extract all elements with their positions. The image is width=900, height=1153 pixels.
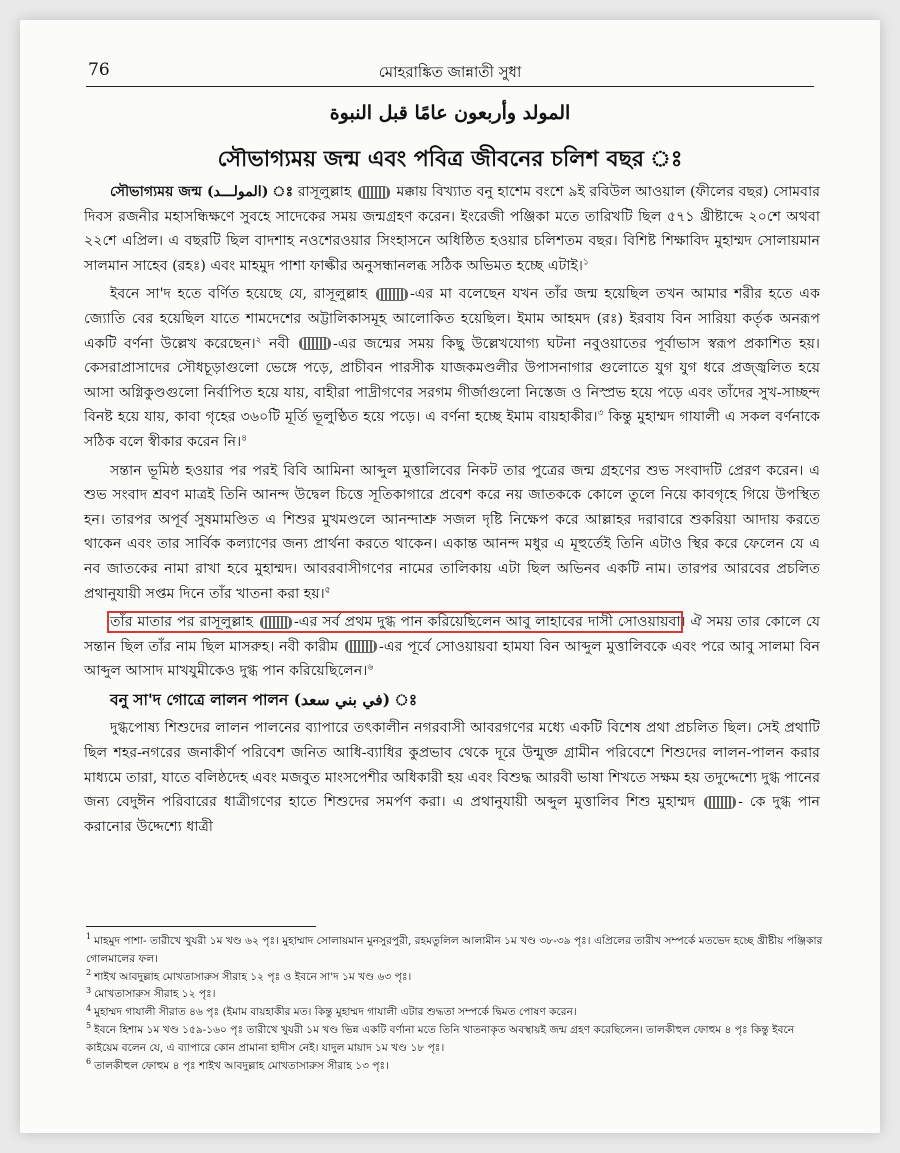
- text-run: -এর পূর্বে সোওয়ায়বা হামযা বিন আব্দুল মুত্তালিবকে এবং পরে আবু সালমা বিন আব্দুল আসাদ মাখযুমীকেও দুগ্ধ পান করিয়েছিলেন।: [84, 638, 820, 680]
- footnote-ref: ৩: [597, 408, 604, 419]
- footnote-ref: ৫: [324, 584, 331, 595]
- salutation-glyph-icon: [704, 796, 736, 809]
- text-run: নবী: [261, 335, 298, 352]
- salutation-glyph-icon: [299, 337, 331, 350]
- salutation-glyph-icon: [260, 616, 292, 629]
- footnote-text: মোখতাসারুস সীরাহ ১২ পৃঃ।: [94, 988, 216, 1001]
- footnote-ref: ২: [255, 334, 262, 345]
- footnote-number: 6: [86, 1057, 92, 1067]
- text-run: মক্কায় বিখ্যাত বনু হাশেম বংশে ৯ই রবিউল আওয়াল (ফীলের বছর) সোমবার দিবস রজনীর মহাসন্ধিক্ষণে সুবহে সাদেকের সময় জন্মগ্রহণ করেন। ইংরেজী পঞ্জিকা মতে তারিখটি ছিল ৫৭১ খ্রীষ্টাব্দে ২০শে অথবা ২২শে এপ্রিল। এ বছরটি ছিল বাদশাহ নওশেরওয়ার সিংহাসনে অধিষ্ঠিত হওয়ার চলিশতম বছর। বিশিষ্ট শিক্ষাবিদ মুহাম্মদ সোলায়মান সালমান সাহেব (রহঃ) এবং মাহমুদ পাশা ফাল্কীর অনুসন্ধানলব্ধ সঠিক অভিমত হচ্ছে এটাই।: [84, 184, 820, 274]
- footnote: [86, 1058, 826, 1076]
- paragraph-nursing: [84, 610, 820, 684]
- footnote-text: শাইখ আবদুল্লাহ মোখতাসারুস সীরাহ ১২ পৃঃ ও ইবনে সা'দ ১ম খণ্ড ৬৩ পৃঃ।: [94, 970, 412, 983]
- paragraph-birth: [84, 180, 820, 278]
- footnote: [86, 969, 826, 987]
- footnote-number: 4: [86, 1003, 92, 1013]
- running-head: মোহরাঙ্কিত জান্নাতী সুধা: [378, 63, 522, 81]
- footnote: [86, 933, 826, 969]
- section-subheading: বনু সা'দ গোত্রে লালন পালন (في بني سعد) ঃ: [110, 689, 418, 709]
- text-run: কিন্তু মুহাম্মদ গাযালী এ সকল বর্ণনাকে সঠিক বলে স্বীকার করেন নি।: [84, 409, 820, 450]
- page-number: 76: [88, 60, 110, 80]
- chapter-title: সৌভাগ্যময় জন্ম এবং পবিত্র জীবনের চলিশ বছর ঃ: [217, 146, 683, 172]
- header-rule: [86, 86, 814, 87]
- body-text: [84, 180, 820, 843]
- footnote: [86, 1004, 826, 1022]
- salutation-glyph-icon: [358, 186, 390, 199]
- text-run: -এর জন্মের সময় কিছু উল্লেখযোগ্য ঘটনা নবুওয়াতের পূর্বাভাস স্বরূপ প্রকাশিত হয়। কেসরাপ্রাসাদের সৌধচূড়াগুলো ভেঙ্গে পড়ে, প্রাচীবন পারসীক যাজকমণ্ডলীর উপাসনাগার গুলোতে যুগ যুগ ধরে প্রজ্জ্বলিত হয়ে আসা অগ্নিকুণ্ডগুলো নির্বাপিত হয়ে যায়, বাহীরা পাদ্রীগণের সরগম গীর্জাগুলো নিস্তেজ ও নিস্প্রভ হয়ে পড়ে এবং তাঁদের সুখ-সাচ্ছন্দ বিনষ্ট হয়ে যায়, কাবা গৃহের ৩৬০টি মূর্তি ভূলুণ্ঠিত হয়ে পড়ে। এ বর্ণনা হচ্ছে ইমাম বায়হাকীর।: [84, 335, 820, 426]
- text-run: - কে দুগ্ধ পান করানোর উদ্দেশ্যে ধাত্রী: [84, 794, 821, 835]
- paragraph-news: [84, 459, 820, 607]
- text-run: । ঐ সময় তার কোলে যে সন্তান ছিল তাঁর নাম ছিল মাসরুহ। নবী কারীম: [84, 614, 820, 655]
- footnote-text: মুহাম্মদ গাযালী সীরাত ৪৬ পৃঃ (ইমাম বায়হাকীর মত। কিন্তু মুহাম্মদ গাযালী এটার শুদ্ধতা সম্পর্কে দ্বিমত পোষণ করেন।: [94, 1006, 577, 1019]
- arabic-title: المولد وأربعون عامًا قبل النبوة: [329, 102, 571, 124]
- footnote-rule: [86, 926, 316, 927]
- footnote: [86, 986, 826, 1004]
- footnote-number: 1: [86, 932, 92, 942]
- footnote-ref: ১: [582, 257, 589, 268]
- footnote-number: 3: [86, 985, 92, 995]
- text-run: ইবনে সা'দ হতে বর্ণিত হয়েছে যে, রাসূলুল্লাহ: [110, 286, 374, 303]
- paragraph-lead: সৌভাগ্যময় জন্ম (المولـــد) ঃ: [110, 184, 294, 200]
- highlighted-sentence: [110, 614, 680, 630]
- text-run: সন্তান ভূমিষ্ঠ হওয়ার পর পরই বিবি আমিনা আব্দুল মুত্তালিবের নিকট তার পুত্রের জন্ম গ্রহণের শুভ সংবাদটি প্রেরণ করেন। এ শুভ সংবাদ শ্রবণ মাত্রই তিনি আনন্দ উদ্বেল চিত্তে সূতিকাগারে প্রবেশ করে নয় জাতককে কোলে তুলে নিয়ে কাবগৃহে গিয়ে উপস্থিত হন। তারপর অপূর্ব সুষমামণ্ডিত এ শিশুর মুখমণ্ডলে আনন্দাশ্রু সজল দৃষ্টি নিক্ষেপ করে আল্লাহর দরাবারে শুকরিয়া আদায় করতে থাকেন এবং তার সার্বিক কল্যাণের জন্য প্রার্থনা করতে থাকেন। একান্ত আনন্দ মধুর এ মূহুর্তেই তিনি এটাও স্থির করে ফেলেন যে এ নব জাতকের নামা রাখা হবে মুহাম্মদ। আবরবাসীগণের নামের তালিকায় এটা ছিল অভিনব একটি নাম। তারপর আরবের প্রচলিত প্রথানুযায়ী সপ্তম দিনে তাঁর খাতনা করা হয়।: [84, 462, 820, 602]
- text-run: -এর সর্ব প্রথম দুগ্ধ পান করিয়েছিলেন আবু লাহাবের দাসী সোওয়ায়বা: [294, 614, 681, 631]
- paragraph-light: [84, 282, 820, 454]
- footnote-number: 2: [86, 968, 92, 978]
- paragraph-custom: [84, 716, 820, 839]
- footnote-ref: ৬: [367, 662, 374, 673]
- footnotes: [86, 933, 826, 1075]
- footnote-text: তালকীহুল ফোহুম ৪ পৃঃ শাইখ আবদুল্লাহ মোখতাসারুস সীরাহ ১৩ পৃঃ।: [94, 1059, 389, 1072]
- footnote-ref: ৪: [241, 433, 248, 444]
- text-run: তাঁর মাতার পর রাসূলুল্লাহ: [110, 614, 258, 631]
- footnote-number: 5: [86, 1021, 92, 1031]
- text-run: রাসূলুল্লাহ: [293, 184, 356, 200]
- text-run: দুগ্ধপোষ্য শিশুদের লালন পালনের ব্যাপারে তৎকালীন নগরবাসী আবরগণের মধ্যে একটি বিশেষ প্রথা প্রচলিত ছিল। সেই প্রথাটি ছিল শহর-নগরের জনাকীর্ণ পরিবেশ জনিত আধি-ব্যাধির কুপ্রভাব থেকে দূরে উন্মুক্ত গ্রামীন পরিবেশে শিশুদের লালন-পালন করার মাধ্যমে তারা, যাতে বলিষ্ঠদেহ এবং মজবুত মাংসপেশীর অধিকারী হয় এবং বিশুদ্ধ আরবী ভাষা শিখতে সক্ষম হয় তদুদ্দেশ্যে দুগ্ধ পানের জন্য বেদুঈন পরিবারের ধাত্রীগণের হাতে শিশুদের সমর্পণ করা। এ প্রথানুযায়ী অব্দুল মুত্তালিব শিশু মুহাম্মদ: [84, 720, 820, 811]
- footnote-text: ইবনে হিশাম ১ম খণ্ড ১৫৯-১৬০ পৃঃ তারীখে খুযরী ১ম খণ্ড ভিন্ন একটি বর্ণানা মতে তিনি খাতনাকৃত অবস্থায়ই জন্ম গ্রহণ করেছিলেন। তালকীহুল ফোহুম ৪ পৃঃ কিন্তু ইবনে কাইয়েম বলেন যে, এ ব্যাপারে কোন প্রামানা হাদীস নেই। যাদুল মায়াদ ১ম খণ্ড ১৮ পৃঃ।: [86, 1023, 795, 1054]
- text-run: -এর মা বলেছেন যখন তাঁর জন্ম হয়েছিল তখন আমার শরীর হতে এক জ্যোতি বের হয়েছিল যাতে শামদেশের অট্টালিকাসমূহ আলোকিত হয়েছিল। ইমাম আহমদ (রঃ) ইরবায বিন সারিয়া কর্তৃক অনরূপ একটি বর্ণনা উল্লেখ করেছেন।: [84, 286, 820, 352]
- book-page: [20, 20, 880, 1133]
- footnote-text: মাহমুদ পাশা- তারীখে খুযরী ১ম খণ্ড ৬২ পৃঃ। মুহাম্মাদ সোলায়মান মুনসুরপুরী, রহমতুলিল আলামীন ১ম খণ্ড ৩৮-৩৯ পৃঃ। এপ্রিলের তারীখ সম্পর্কে মতভেদ হচ্ছে খ্রীষ্টীয় পঞ্জিকার গোলমালের ফল।: [86, 935, 823, 965]
- salutation-glyph-icon: [376, 288, 408, 301]
- footnote: [86, 1022, 826, 1058]
- salutation-glyph-icon: [345, 640, 377, 653]
